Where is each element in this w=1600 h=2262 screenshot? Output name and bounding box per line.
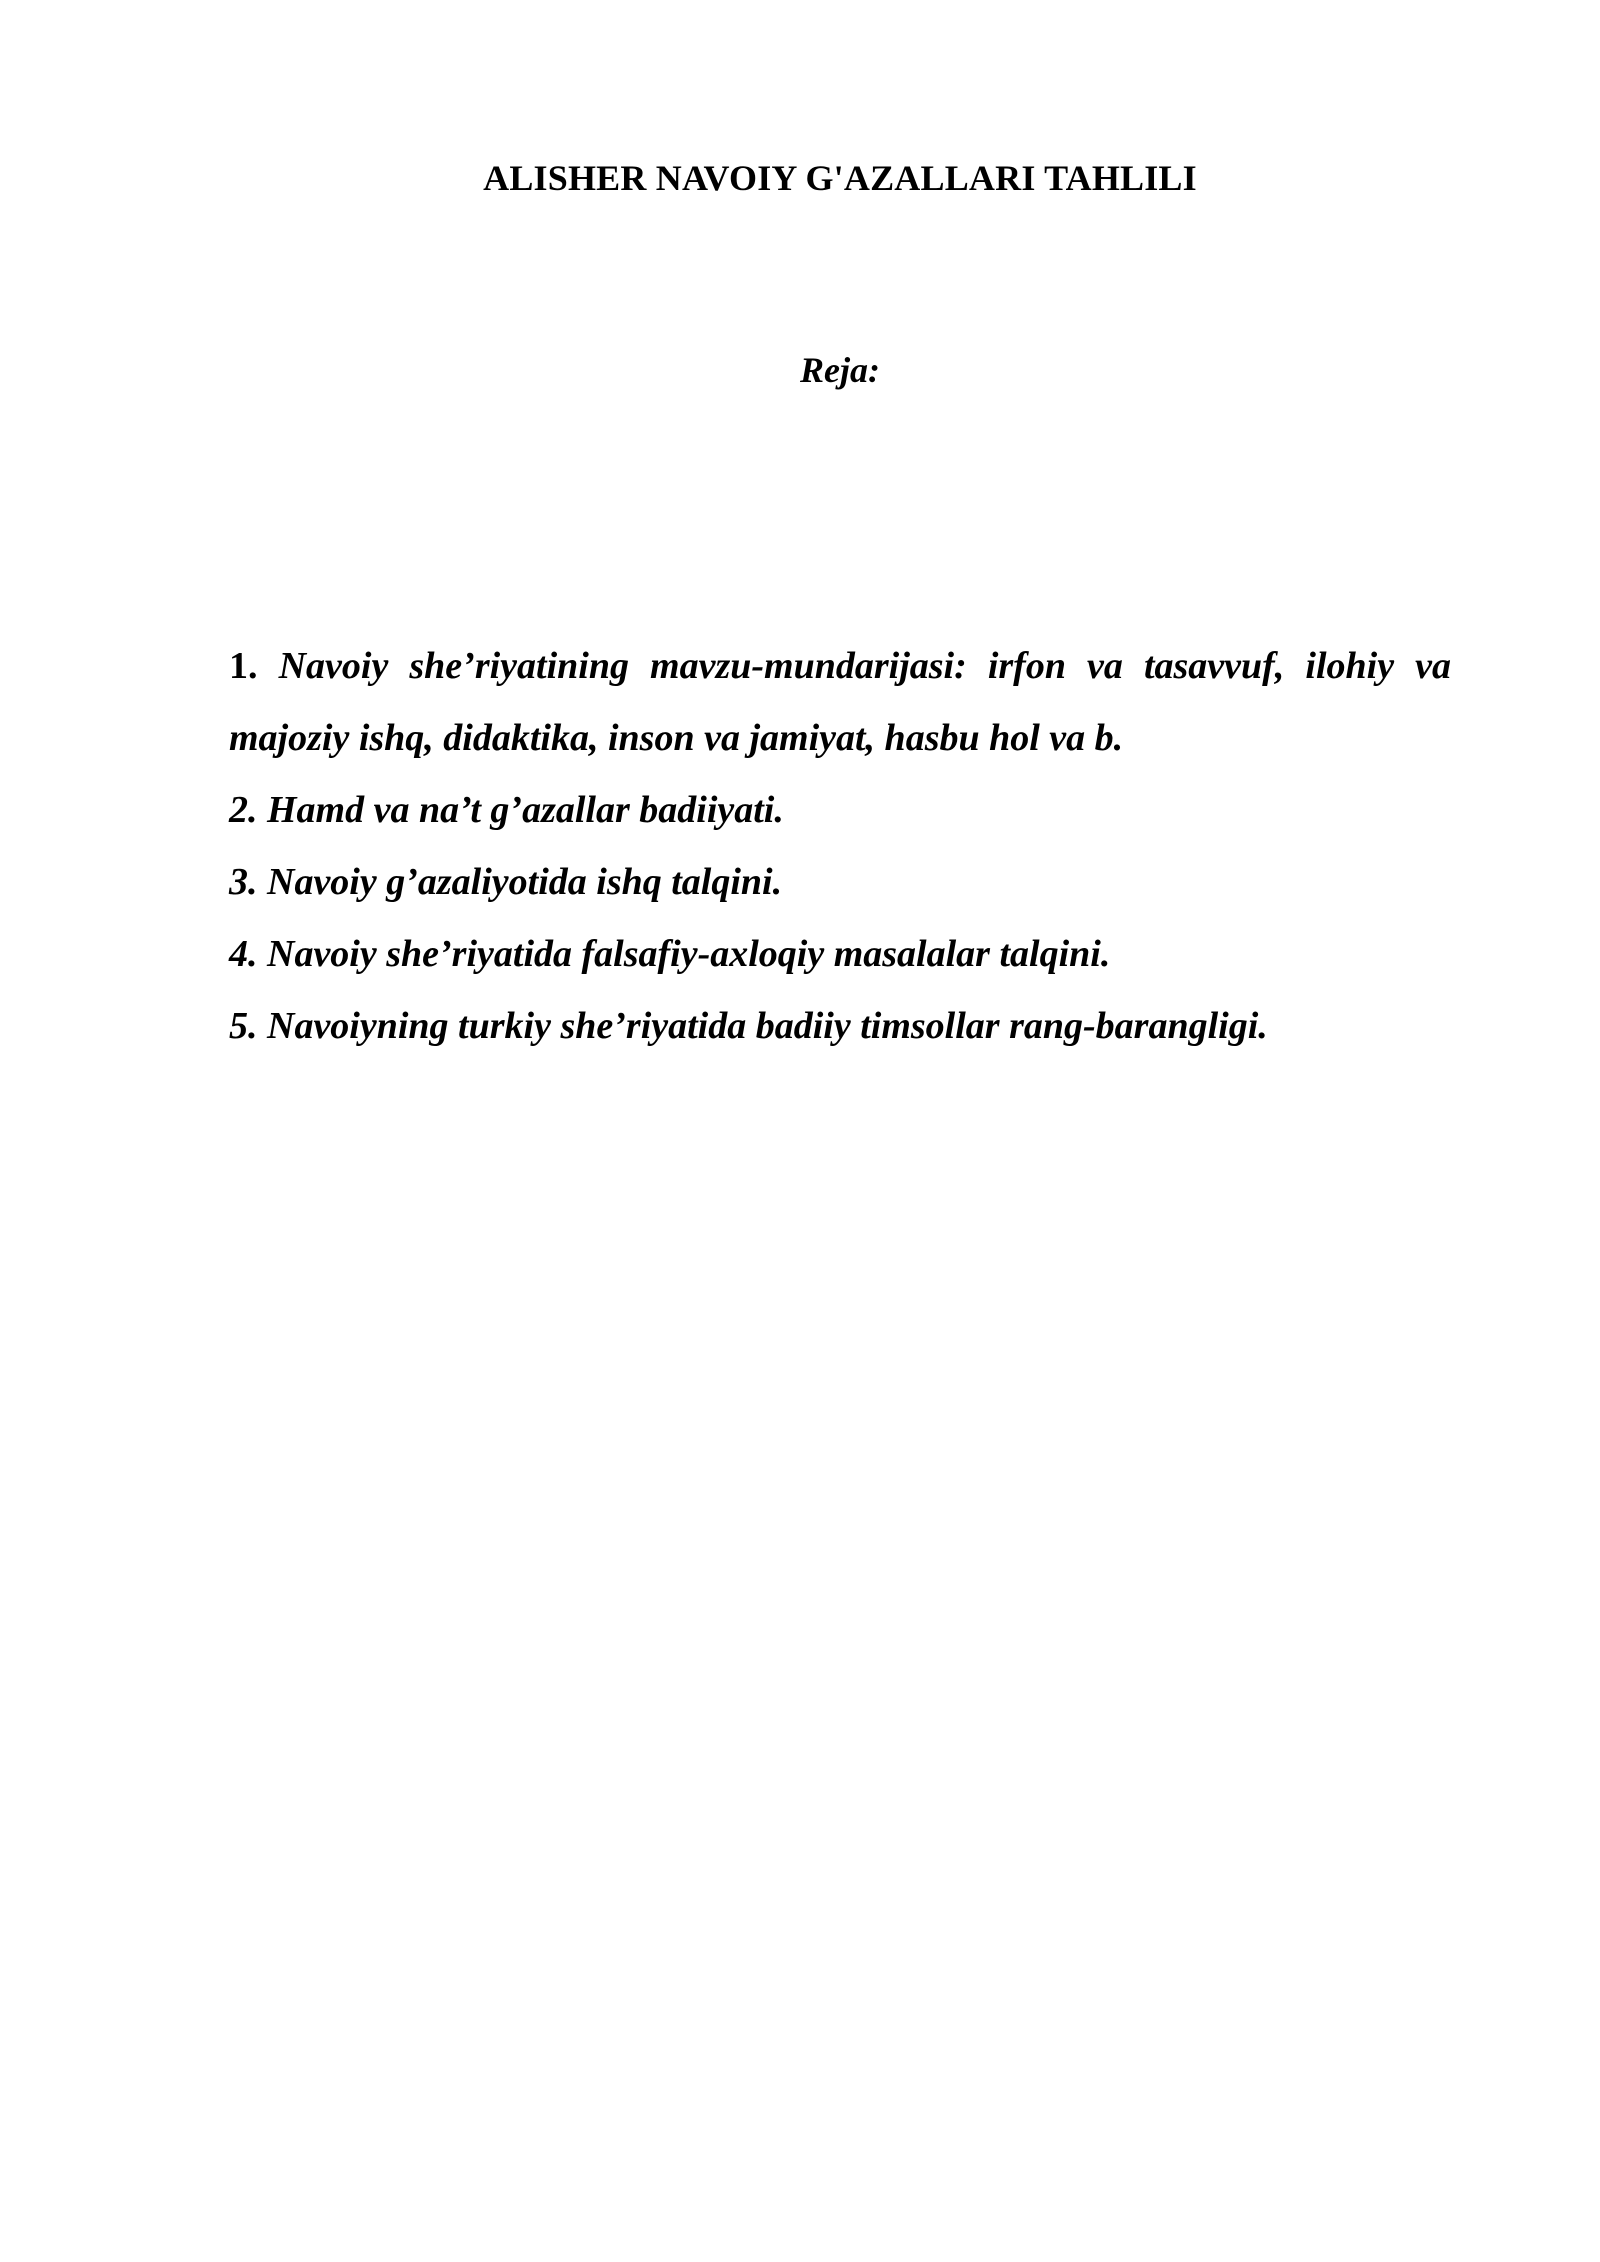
plan-item-number: 5.: [229, 1005, 258, 1047]
plan-item-text: Navoiyning turkiy she’riyatida badiiy timsollar rang-barangligi.: [267, 1005, 1268, 1047]
plan-list: [229, 630, 1451, 1062]
plan-item-number: 2.: [229, 789, 258, 831]
plan-item-1: [229, 630, 1451, 774]
plan-item-text: Hamd va na’t g’azallar badiiyati.: [267, 789, 784, 831]
document-title: ALISHER NAVOIY G'AZALLARI TAHLILI: [483, 158, 1197, 198]
plan-item-number: 3.: [229, 861, 258, 903]
plan-item-text: Navoiy g’azaliyotida ishq talqini.: [267, 861, 783, 903]
plan-item-number: 4.: [229, 933, 258, 975]
plan-item-4: [229, 918, 1451, 990]
plan-item-2: [229, 774, 1451, 846]
plan-item-number: 1.: [229, 645, 258, 687]
plan-heading: Reja:: [800, 350, 880, 390]
plan-item-3: [229, 846, 1451, 918]
plan-item-text: Navoiy she’riyatida falsafiy-axloqiy masalalar talqini.: [267, 933, 1111, 975]
plan-item-5: [229, 990, 1451, 1062]
plan-item-text: Navoiy she’riyatining mavzu-mundarijasi: irfon va tasavvuf, ilohiy va majoziy ishq, didaktika, inson va jamiyat, hasbu hol va b.: [229, 645, 1452, 759]
